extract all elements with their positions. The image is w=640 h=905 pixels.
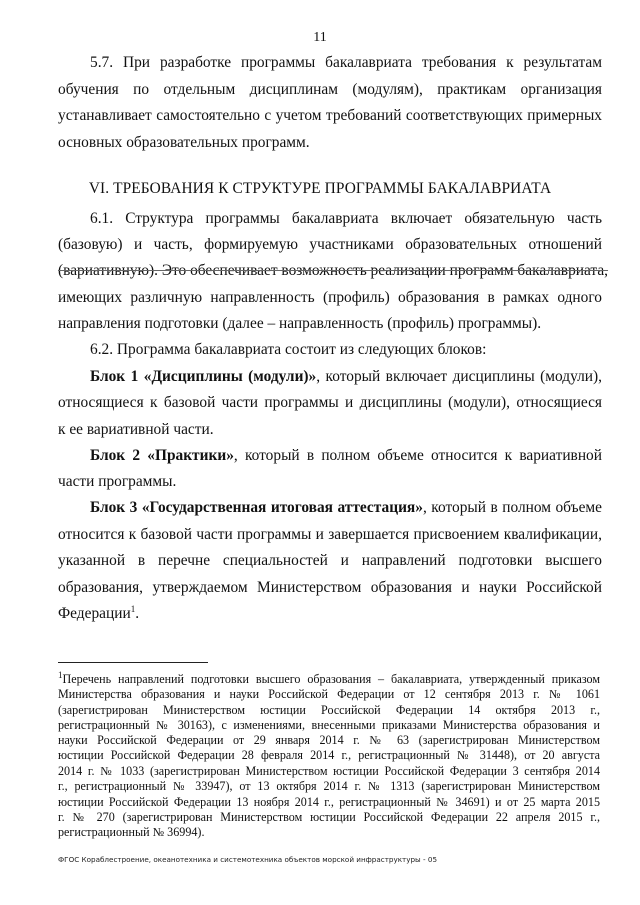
- paragraph-5-7-line-2: обучения по отдельным дисциплинам (модулям), практикам организация: [58, 81, 602, 98]
- section-heading: VI. ТРЕБОВАНИЯ К СТРУКТУРЕ ПРОГРАММЫ БАКАЛАВРИАТА: [88, 180, 552, 197]
- footnote-line-7: 2014 г. № 1033 (зарегистрирован Министерством юстиции Российской Федерации 3 сентября 2014: [58, 764, 600, 778]
- paragraph-6-1-line-5: направления подготовки (далее – направленность (профиль) программы).: [58, 315, 542, 332]
- paragraph-5-7-line-1: 5.7. При разработке программы бакалавриата требования к результатам: [90, 54, 602, 71]
- footnote-line-5: науки Российской Федерации от 29 января 2014 г. № 63 (зарегистрирован Министерством: [58, 733, 600, 747]
- footnote-line-1-text: Перечень направлений подготовки высшего образования – бакалавриата, утвержденный приказом: [62, 672, 600, 686]
- footnote-line-2: Министерства образования и науки Российской Федерации от 12 сентября 2013 г. № 1061: [58, 687, 600, 701]
- paragraph-5-7-line-3: устанавливает самостоятельно с учетом требований соответствующих примерных: [58, 107, 602, 124]
- footnote-line-8: г., регистрационный № 33947), от 13 октября 2014 г. № 1313 (зарегистрирован Министерством: [58, 779, 600, 793]
- footnote-line-9: юстиции Российской Федерации 13 ноября 2014 г., регистрационный № 34691) и от 25 марта 2015: [58, 795, 600, 809]
- block-2-line-1-text: , который в полном объеме относится к вариативной: [233, 447, 602, 464]
- block-3-line-1: [90, 498, 602, 518]
- block-1-line-1: [90, 367, 602, 387]
- paragraph-6-1-line-1: 6.1. Структура программы бакалавриата включает обязательную часть: [90, 210, 602, 227]
- block-2-line-1: [90, 446, 602, 466]
- footnote-separator: [58, 662, 208, 663]
- block-2-title: Блок 2 «Практики»: [90, 447, 234, 464]
- footnote-line-3: (зарегистрирован Министерством юстиции Российской Федерации 14 октября 2013 г.,: [58, 703, 600, 717]
- block-3-line-1-text: , который в полном объеме: [422, 499, 602, 516]
- document-footer: ФГОС Кораблестроение, океанотехника и системотехника объектов морской инфраструктуры - 05: [58, 855, 438, 864]
- block-1-title: Блок 1 «Дисциплины (модули)»: [90, 368, 317, 385]
- block-1-line-2: относящиеся к базовой части программы и дисциплины (модули), относящиеся: [58, 394, 602, 411]
- block-3-line-2: относится к базовой части программы и завершается присвоением квалификации,: [58, 526, 602, 543]
- block-1-line-3: к ее вариативной части.: [58, 421, 214, 438]
- block-3-title: Блок 3 «Государственная итоговая аттестация»: [90, 499, 423, 516]
- footnote-reference: 1: [130, 603, 136, 614]
- block-3-line-5: [58, 604, 602, 624]
- block-3-line-5-end: .: [135, 605, 140, 622]
- block-2-line-2: части программы.: [58, 473, 177, 490]
- footnote-line-6: юстиции Российской Федерации 28 февраля 2014 г., регистрационный № 31448), от 20 августа: [58, 748, 600, 762]
- block-1-line-1-text: , который включает дисциплины (модули),: [316, 368, 602, 385]
- block-3-line-4: образования, утверждаемом Министерством образования и науки Российской: [58, 579, 602, 596]
- paragraph-6-1-line-2: (базовую) и часть, формируемую участниками образовательных отношений: [58, 236, 602, 253]
- footnote-mark: 1: [58, 669, 63, 680]
- paragraph-5-7-line-4: основных образовательных программ.: [58, 134, 310, 151]
- page-number: 11: [313, 30, 327, 45]
- footnote-line-10: г. № 270 (зарегистрирован Министерством юстиции Российской Федерации 22 апреля 2015 г.,: [58, 810, 600, 824]
- paragraph-6-1-line-4: имеющих различную направленность (профиль) образования в рамках одного: [58, 289, 602, 306]
- block-3-line-3: указанной в перечне специальностей и направлений подготовки высшего: [58, 552, 602, 569]
- paragraph-6-1-line-3: (вариативную). Это обеспечивает возможность реализации программ бакалавриата,: [58, 262, 609, 279]
- block-3-line-5-text: Федерации: [58, 605, 131, 622]
- footnote-line-11: регистрационный № 36994).: [58, 825, 205, 839]
- paragraph-6-2: 6.2. Программа бакалавриата состоит из следующих блоков:: [90, 341, 487, 358]
- footnote-line-4: регистрационный № 30163), с изменениями, внесенными приказами Министерства образования и: [58, 718, 600, 732]
- footnote-line-1: [58, 669, 600, 687]
